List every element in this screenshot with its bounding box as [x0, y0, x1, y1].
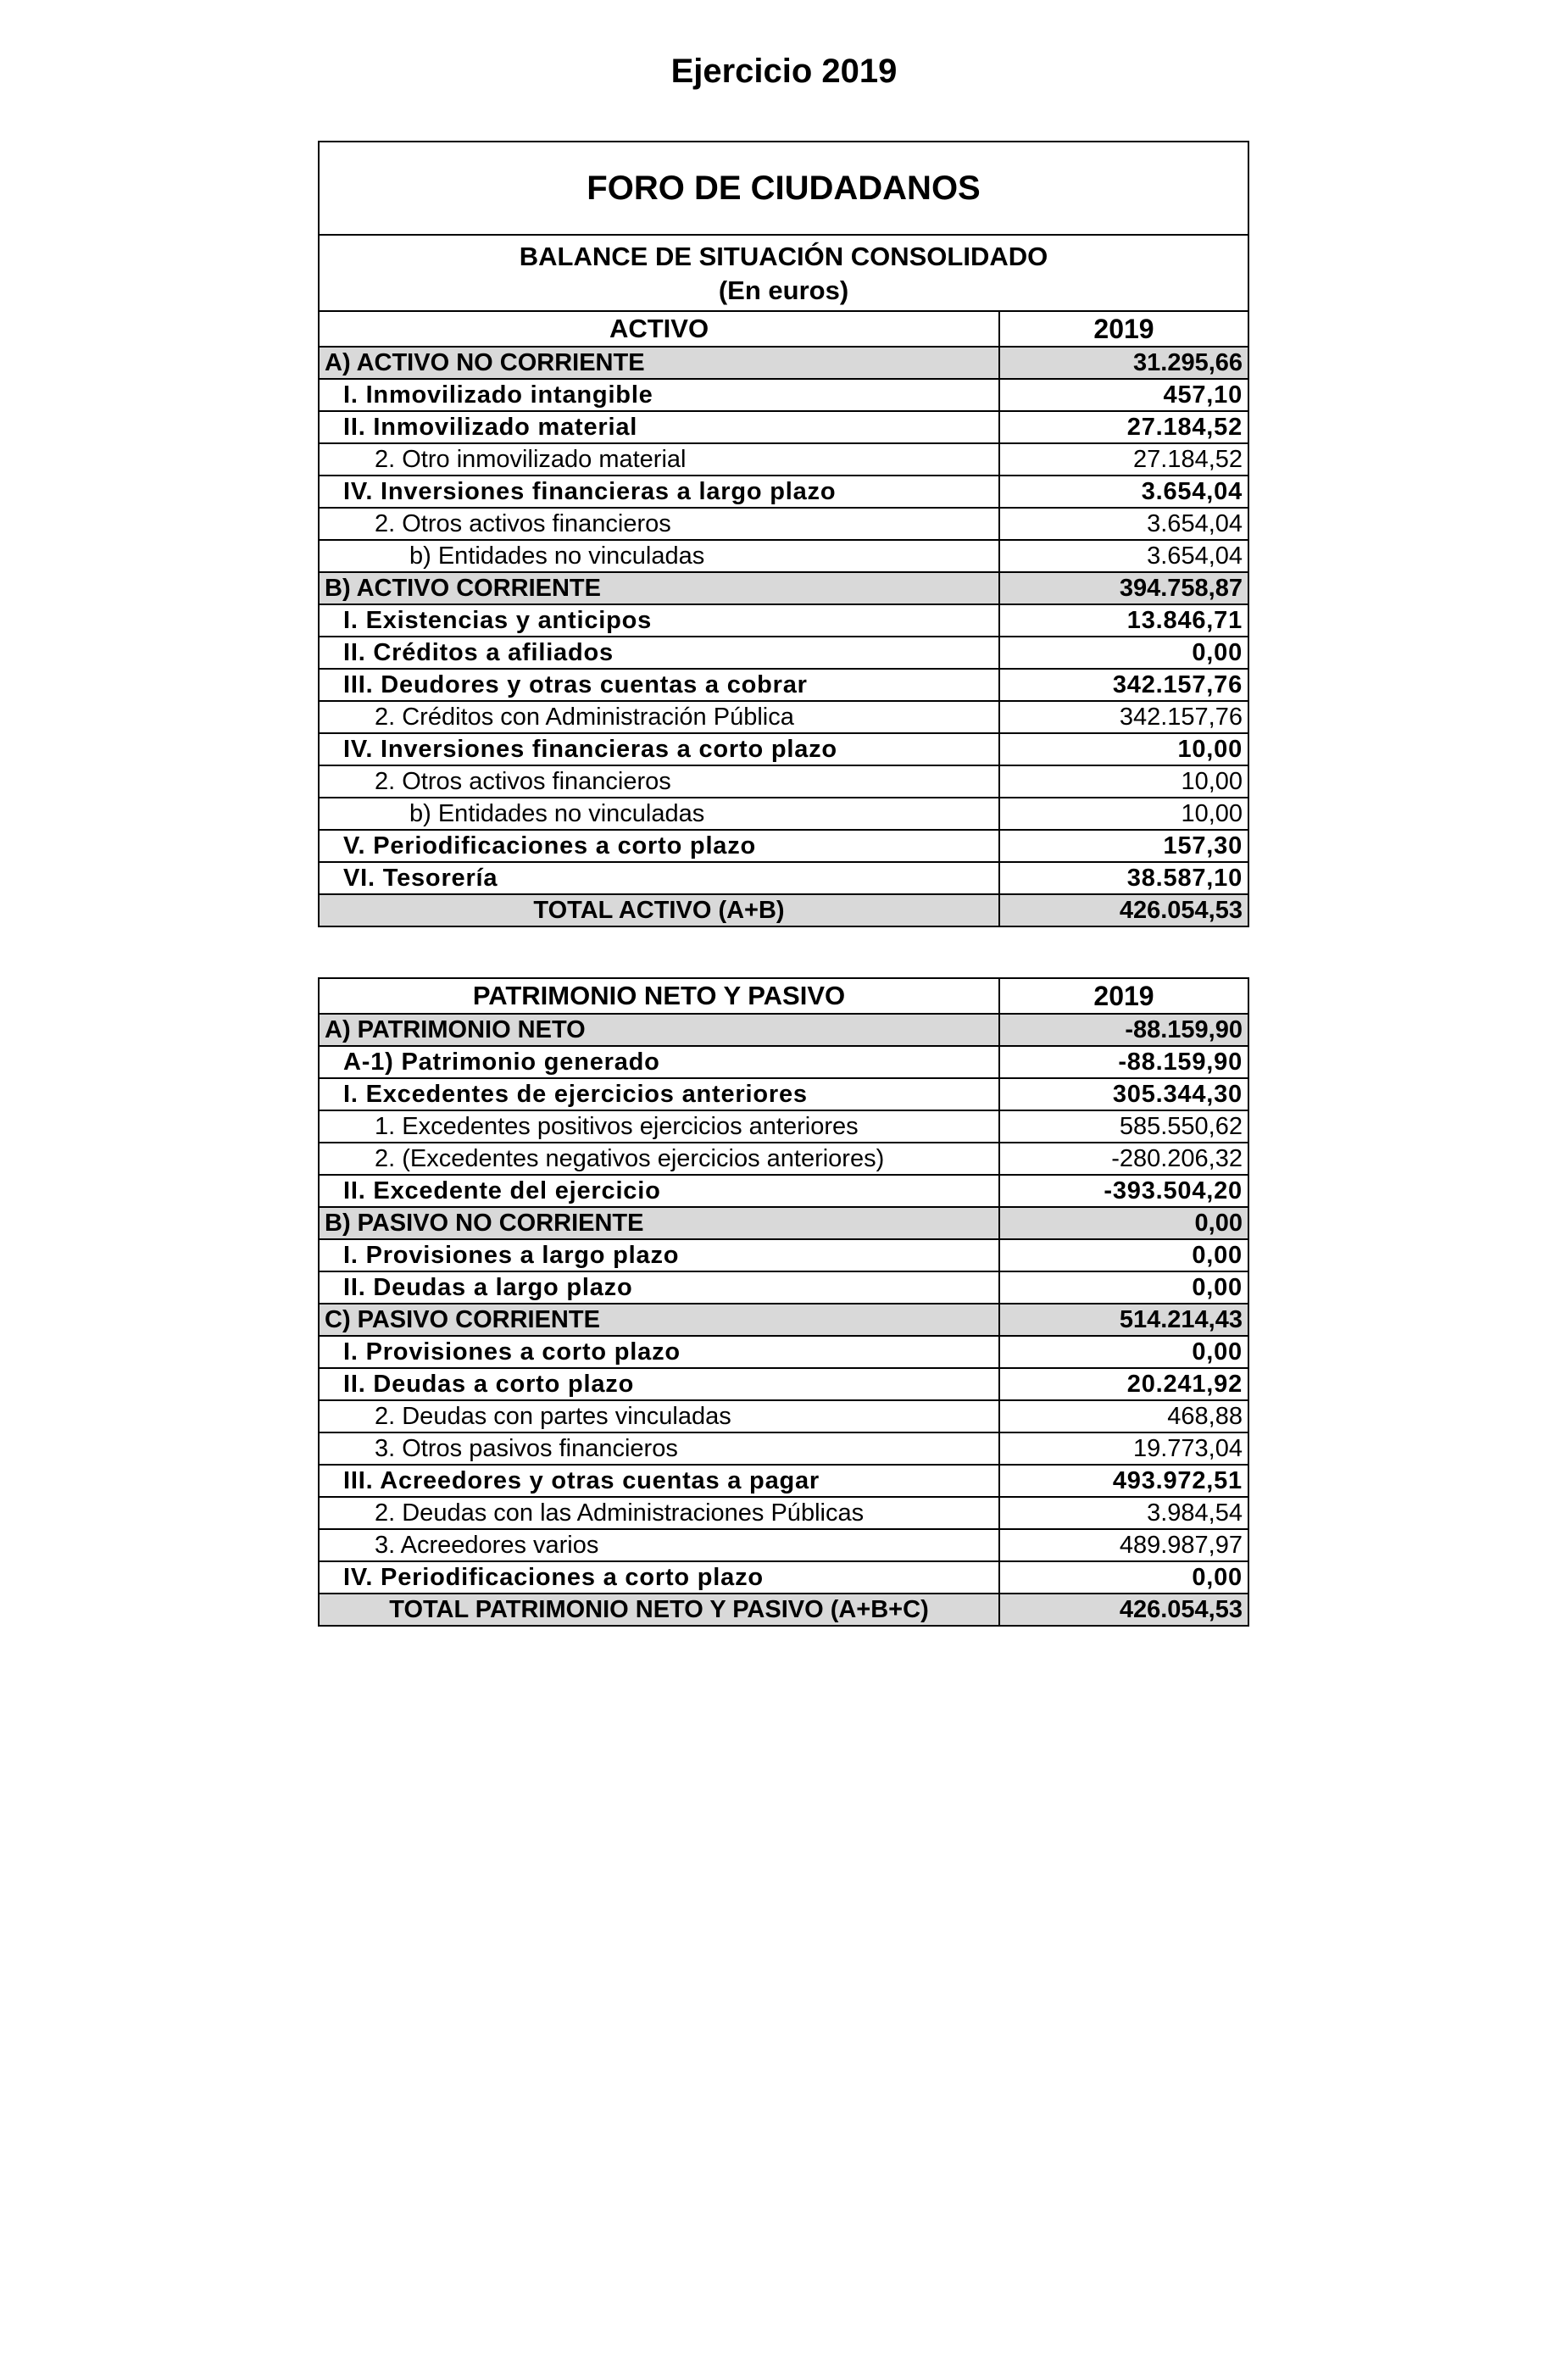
pasivo-row-value: 19.773,04 — [999, 1432, 1248, 1465]
activo-row-label: A) ACTIVO NO CORRIENTE — [319, 347, 999, 379]
activo-row — [319, 476, 1248, 508]
activo-row — [319, 765, 1248, 798]
pasivo-row-label: 3. Otros pasivos financieros — [319, 1432, 999, 1465]
pasivo-row — [319, 1594, 1248, 1626]
pasivo-row — [319, 1400, 1248, 1432]
pasivo-row-value: 305.344,30 — [999, 1078, 1248, 1110]
activo-row-value: 10,00 — [999, 798, 1248, 830]
pasivo-row — [319, 1336, 1248, 1368]
pasivo-row — [319, 1497, 1248, 1529]
activo-row — [319, 830, 1248, 862]
activo-row — [319, 862, 1248, 894]
activo-row — [319, 347, 1248, 379]
pasivo-row — [319, 1271, 1248, 1304]
pasivo-row-value: 20.241,92 — [999, 1368, 1248, 1400]
activo-row-label: V. Periodificaciones a corto plazo — [319, 830, 999, 862]
pasivo-row-label: 2. Deudas con las Administraciones Públicas — [319, 1497, 999, 1529]
pasivo-row-value: 0,00 — [999, 1561, 1248, 1594]
activo-row-value: 457,10 — [999, 379, 1248, 411]
activo-row-value: 10,00 — [999, 765, 1248, 798]
activo-row — [319, 637, 1248, 669]
pasivo-row-label: A) PATRIMONIO NETO — [319, 1014, 999, 1046]
activo-row-label: 2. Otro inmovilizado material — [319, 443, 999, 476]
activo-row-label: 2. Otros activos financieros — [319, 508, 999, 540]
pasivo-row — [319, 1014, 1248, 1046]
pasivo-header: PATRIMONIO NETO Y PASIVO — [319, 978, 999, 1014]
pasivo-row — [319, 1432, 1248, 1465]
pasivo-row — [319, 1143, 1248, 1175]
pasivo-row-label: I. Excedentes de ejercicios anteriores — [319, 1078, 999, 1110]
activo-row — [319, 733, 1248, 765]
pasivo-row-label: II. Excedente del ejercicio — [319, 1175, 999, 1207]
pasivo-row — [319, 1304, 1248, 1336]
page-title: Ejercicio 2019 — [670, 53, 898, 90]
pasivo-row — [319, 1239, 1248, 1271]
activo-row — [319, 669, 1248, 701]
pasivo-row-label: TOTAL PATRIMONIO NETO Y PASIVO (A+B+C) — [319, 1594, 999, 1626]
activo-row-value: 3.654,04 — [999, 540, 1248, 572]
pasivo-row — [319, 1046, 1248, 1078]
pasivo-row-value: 426.054,53 — [999, 1594, 1248, 1626]
pasivo-row-label: II. Deudas a largo plazo — [319, 1271, 999, 1304]
pasivo-table — [318, 977, 1249, 1627]
pasivo-row — [319, 1175, 1248, 1207]
activo-row-label: IV. Inversiones financieras a corto plazo — [319, 733, 999, 765]
pasivo-row — [319, 1465, 1248, 1497]
pasivo-row-value: 3.984,54 — [999, 1497, 1248, 1529]
pasivo-row-label: II. Deudas a corto plazo — [319, 1368, 999, 1400]
pasivo-row-value: -88.159,90 — [999, 1014, 1248, 1046]
org-header-row — [319, 142, 1248, 235]
activo-row-value: 394.758,87 — [999, 572, 1248, 604]
pasivo-row-value: 0,00 — [999, 1207, 1248, 1239]
activo-row-value: 3.654,04 — [999, 476, 1248, 508]
activo-table — [318, 141, 1249, 927]
activo-row-label: B) ACTIVO CORRIENTE — [319, 572, 999, 604]
pasivo-row-label: 3. Acreedores varios — [319, 1529, 999, 1561]
activo-row-label: 2. Otros activos financieros — [319, 765, 999, 798]
activo-row-label: IV. Inversiones financieras a largo plazo — [319, 476, 999, 508]
pasivo-row-label: I. Provisiones a corto plazo — [319, 1336, 999, 1368]
pasivo-year: 2019 — [999, 978, 1248, 1014]
pasivo-row — [319, 1368, 1248, 1400]
pasivo-row-label: I. Provisiones a largo plazo — [319, 1239, 999, 1271]
activo-row-value: 426.054,53 — [999, 894, 1248, 926]
pasivo-row-label: A-1) Patrimonio generado — [319, 1046, 999, 1078]
pasivo-row-label: III. Acreedores y otras cuentas a pagar — [319, 1465, 999, 1497]
pasivo-table-container — [318, 977, 1248, 1627]
activo-row-value: 31.295,66 — [999, 347, 1248, 379]
activo-row-label: VI. Tesorería — [319, 862, 999, 894]
balance-title: BALANCE DE SITUACIÓN CONSOLIDADO — [519, 242, 1048, 271]
activo-year: 2019 — [999, 311, 1248, 347]
pasivo-row — [319, 1529, 1248, 1561]
balance-title-cell — [319, 235, 1248, 311]
activo-row-value: 0,00 — [999, 637, 1248, 669]
activo-row-value: 342.157,76 — [999, 701, 1248, 733]
activo-row-label: I. Existencias y anticipos — [319, 604, 999, 637]
pasivo-row-label: IV. Periodificaciones a corto plazo — [319, 1561, 999, 1594]
pasivo-row-value: 0,00 — [999, 1239, 1248, 1271]
activo-row — [319, 443, 1248, 476]
pasivo-row-label: B) PASIVO NO CORRIENTE — [319, 1207, 999, 1239]
pasivo-row-value: -393.504,20 — [999, 1175, 1248, 1207]
pasivo-row-value: -280.206,32 — [999, 1143, 1248, 1175]
activo-row-label: II. Créditos a afiliados — [319, 637, 999, 669]
currency-note: (En euros) — [718, 275, 849, 305]
pasivo-row — [319, 1561, 1248, 1594]
activo-row — [319, 798, 1248, 830]
activo-row-label: I. Inmovilizado intangible — [319, 379, 999, 411]
org-name: FORO DE CIUDADANOS — [319, 142, 1248, 235]
pasivo-row-value: 0,00 — [999, 1336, 1248, 1368]
pasivo-row — [319, 1078, 1248, 1110]
activo-header-row — [319, 311, 1248, 347]
activo-row-label: II. Inmovilizado material — [319, 411, 999, 443]
activo-row — [319, 572, 1248, 604]
pasivo-row-value: 514.214,43 — [999, 1304, 1248, 1336]
pasivo-row-value: 0,00 — [999, 1271, 1248, 1304]
pasivo-row — [319, 1207, 1248, 1239]
pasivo-row-value: 468,88 — [999, 1400, 1248, 1432]
balance-title-row — [319, 235, 1248, 311]
activo-row-value: 27.184,52 — [999, 443, 1248, 476]
activo-row-value: 342.157,76 — [999, 669, 1248, 701]
pasivo-row-label: 1. Excedentes positivos ejercicios anteriores — [319, 1110, 999, 1143]
pasivo-row — [319, 1110, 1248, 1143]
activo-row-label: 2. Créditos con Administración Pública — [319, 701, 999, 733]
pasivo-row-label: C) PASIVO CORRIENTE — [319, 1304, 999, 1336]
pasivo-row-value: -88.159,90 — [999, 1046, 1248, 1078]
activo-row — [319, 540, 1248, 572]
activo-row — [319, 411, 1248, 443]
activo-row — [319, 508, 1248, 540]
pasivo-row-value: 493.972,51 — [999, 1465, 1248, 1497]
activo-row-value: 38.587,10 — [999, 862, 1248, 894]
activo-row — [319, 379, 1248, 411]
pasivo-row-value: 489.987,97 — [999, 1529, 1248, 1561]
activo-row-label: b) Entidades no vinculadas — [319, 798, 999, 830]
activo-row — [319, 701, 1248, 733]
activo-table-container — [318, 141, 1248, 927]
activo-row-value: 3.654,04 — [999, 508, 1248, 540]
activo-row-label: TOTAL ACTIVO (A+B) — [319, 894, 999, 926]
activo-row — [319, 604, 1248, 637]
pasivo-row-value: 585.550,62 — [999, 1110, 1248, 1143]
pasivo-row-label: 2. (Excedentes negativos ejercicios anteriores) — [319, 1143, 999, 1175]
activo-row-value: 13.846,71 — [999, 604, 1248, 637]
pasivo-row-label: 2. Deudas con partes vinculadas — [319, 1400, 999, 1432]
activo-row — [319, 894, 1248, 926]
activo-row-value: 10,00 — [999, 733, 1248, 765]
activo-row-label: b) Entidades no vinculadas — [319, 540, 999, 572]
pasivo-header-row — [319, 978, 1248, 1014]
activo-header: ACTIVO — [319, 311, 999, 347]
activo-row-value: 27.184,52 — [999, 411, 1248, 443]
activo-row-value: 157,30 — [999, 830, 1248, 862]
activo-row-label: III. Deudores y otras cuentas a cobrar — [319, 669, 999, 701]
